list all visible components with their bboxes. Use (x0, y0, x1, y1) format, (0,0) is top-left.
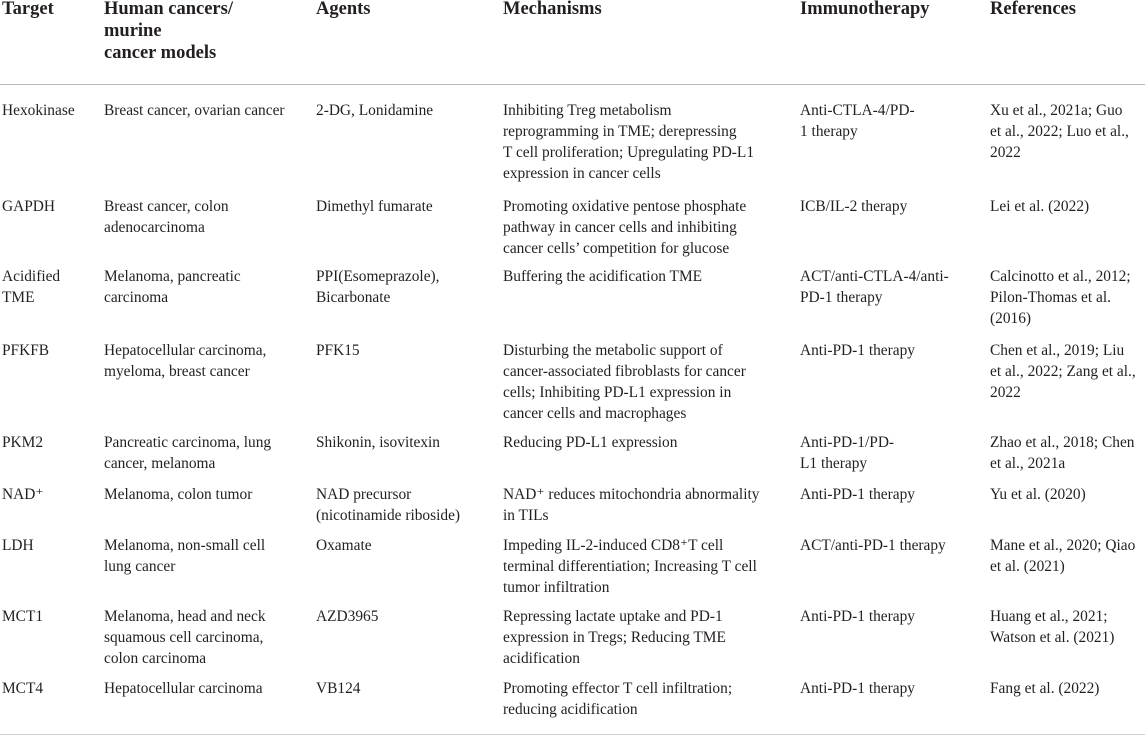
cell-immunotherapy (800, 606, 915, 627)
cell-mechanisms (503, 606, 726, 669)
cell-line: GAPDH (2, 198, 56, 215)
cell-immunotherapy (800, 484, 915, 505)
cell-target (2, 432, 43, 453)
cell-line: 2-DG, Lonidamine (316, 102, 434, 119)
cell-mechanisms (503, 432, 677, 453)
cell-mechanisms (503, 100, 754, 184)
cell-line: Oxamate (316, 537, 372, 554)
cell-line: cancer-associated fibroblasts for cancer (503, 363, 746, 380)
cell-line: colon carcinoma (104, 650, 207, 667)
cell-line: Inhibiting Treg metabolism (503, 102, 672, 119)
cell-line: reducing acidification (503, 701, 638, 718)
cell-mechanisms (503, 196, 746, 259)
cell-line: 1 therapy (800, 123, 858, 140)
cell-line: lung cancer (104, 558, 176, 575)
cell-immunotherapy (800, 535, 946, 556)
cell-references (990, 100, 1129, 163)
cell-line: ACT/anti-CTLA-4/anti- (800, 268, 949, 285)
cell-line: cells; Inhibiting PD-L1 expression in (503, 384, 732, 401)
cell-immunotherapy (800, 678, 915, 699)
cell-target (2, 606, 43, 627)
cell-references (990, 266, 1131, 329)
cell-cancers (104, 196, 229, 238)
cell-line: reprogramming in TME; derepressing (503, 123, 737, 140)
cell-line: NAD precursor (316, 486, 412, 503)
cell-line: Lei et al. (2022) (990, 198, 1090, 215)
cell-references (990, 432, 1134, 474)
cell-line: Anti-PD-1 therapy (800, 608, 915, 625)
cell-agents (316, 196, 433, 217)
cell-line: Melanoma, colon tumor (104, 486, 253, 503)
cell-line: pathway in cancer cells and inhibiting (503, 219, 737, 236)
cell-line: expression in Tregs; Reducing TME (503, 629, 726, 646)
cell-line: Shikonin, isovitexin (316, 434, 440, 451)
cell-line: cancer, melanoma (104, 455, 216, 472)
cell-line: Anti-PD-1/PD- (800, 434, 895, 451)
cell-line: cancer cells and macrophages (503, 405, 687, 422)
cell-target (2, 484, 43, 505)
cell-line: Chen et al., 2019; Liu (990, 342, 1125, 359)
cell-line: ACT/anti-PD-1 therapy (800, 537, 946, 554)
cell-line: Hepatocellular carcinoma (104, 680, 263, 697)
cell-target (2, 535, 34, 556)
cell-line: ICB/IL-2 therapy (800, 198, 908, 215)
cell-line: tumor infiltration (503, 579, 610, 596)
cell-line: Huang et al., 2021; (990, 608, 1108, 625)
cell-cancers (104, 535, 265, 577)
cell-line: terminal differentiation; Increasing T cell (503, 558, 757, 575)
cell-line: Hepatocellular carcinoma, (104, 342, 267, 359)
cell-immunotherapy (800, 266, 949, 308)
cell-agents (316, 340, 360, 361)
cell-line: (nicotinamide riboside) (316, 507, 461, 524)
cell-line: cancer cells’ competition for glucose (503, 240, 730, 257)
cell-line: Bicarbonate (316, 289, 391, 306)
cell-line: AZD3965 (316, 608, 379, 625)
cell-references (990, 340, 1136, 403)
cell-line: PFK15 (316, 342, 360, 359)
cell-agents (316, 266, 440, 308)
cell-line: Anti-PD-1 therapy (800, 680, 915, 697)
cell-immunotherapy (800, 340, 915, 361)
cell-references (990, 535, 1135, 577)
header-mechanisms: Mechanisms (503, 0, 602, 19)
cell-target (2, 100, 75, 121)
cell-mechanisms (503, 266, 702, 287)
cell-line: Mane et al., 2020; Qiao (990, 537, 1136, 554)
cell-line: Reducing PD-L1 expression (503, 434, 678, 451)
cell-line: NAD⁺ reduces mitochondria abnormality (503, 486, 760, 503)
cell-line: acidification (503, 650, 580, 667)
cell-line: Pancreatic carcinoma, lung (104, 434, 272, 451)
cell-line: expression in cancer cells (503, 165, 661, 182)
cell-cancers (104, 678, 263, 699)
cell-line: PPI(Esomeprazole), (316, 268, 440, 285)
cell-agents (316, 678, 360, 699)
cell-line: T cell proliferation; Upregulating PD-L1 (503, 144, 755, 161)
cell-line: Melanoma, head and neck (104, 608, 266, 625)
cell-line: et al., 2022; Zang et al., (990, 363, 1136, 380)
cell-line: Fang et al. (2022) (990, 680, 1100, 697)
bottom-rule (0, 734, 1145, 735)
cell-line: PFKFB (2, 342, 50, 359)
cell-line: PD-1 therapy (800, 289, 883, 306)
cell-line: squamous cell carcinoma, (104, 629, 264, 646)
cell-line: LDH (2, 537, 34, 554)
cell-cancers (104, 484, 252, 505)
cell-references (990, 606, 1114, 648)
cell-line: Anti-PD-1 therapy (800, 342, 915, 359)
cell-line: Melanoma, pancreatic (104, 268, 241, 285)
cell-immunotherapy (800, 100, 915, 142)
cell-agents (316, 100, 433, 121)
cell-target (2, 678, 43, 699)
cell-cancers (104, 266, 241, 308)
cell-target (2, 340, 49, 361)
cell-line: Breast cancer, ovarian cancer (104, 102, 285, 119)
cell-line: MCT1 (2, 608, 44, 625)
cell-line: PKM2 (2, 434, 44, 451)
header-cancers: Human cancers/ murine cancer models (104, 0, 233, 63)
cell-cancers (104, 432, 271, 474)
cell-line: NAD⁺ (2, 486, 44, 503)
cell-line: Hexokinase (2, 102, 75, 119)
cell-line: VB124 (316, 680, 361, 697)
table-header (0, 0, 1145, 85)
cell-line: et al., 2021a (990, 455, 1066, 472)
cell-agents (316, 432, 440, 453)
cell-references (990, 484, 1086, 505)
cell-target (2, 266, 60, 308)
cell-target (2, 196, 55, 217)
cell-mechanisms (503, 340, 746, 424)
header-immunotherapy: Immunotherapy (800, 0, 930, 19)
cell-line: adenocarcinoma (104, 219, 205, 236)
cell-immunotherapy (800, 196, 907, 217)
cell-line: Dimethyl fumarate (316, 198, 433, 215)
cell-line: Promoting oxidative pentose phosphate (503, 198, 747, 215)
cell-mechanisms (503, 678, 732, 720)
cell-line: et al., 2022; Luo et al., (990, 123, 1129, 140)
cell-line: Watson et al. (2021) (990, 629, 1115, 646)
cell-line: myeloma, breast cancer (104, 363, 250, 380)
header-references: References (990, 0, 1076, 19)
cell-references (990, 678, 1099, 699)
cell-cancers (104, 606, 266, 669)
cell-mechanisms (503, 535, 757, 598)
cell-line: 2022 (990, 384, 1021, 401)
cell-line: Pilon-Thomas et al. (990, 289, 1111, 306)
cell-line: L1 therapy (800, 455, 868, 472)
cell-line: TME (2, 289, 35, 306)
cell-line: in TILs (503, 507, 549, 524)
cell-references (990, 196, 1089, 217)
cell-line: Acidified (2, 268, 61, 285)
cell-immunotherapy (800, 432, 894, 474)
cell-line: Xu et al., 2021a; Guo (990, 102, 1123, 119)
cell-agents (316, 606, 378, 627)
cell-line: Anti-PD-1 therapy (800, 486, 915, 503)
header-agents: Agents (316, 0, 371, 19)
cell-line: Repressing lactate uptake and PD-1 (503, 608, 723, 625)
cell-line: Promoting effector T cell infiltration; (503, 680, 733, 697)
cell-line: MCT4 (2, 680, 44, 697)
cell-line: Breast cancer, colon (104, 198, 229, 215)
header-target: Target (2, 0, 54, 19)
cell-line: Anti-CTLA-4/PD- (800, 102, 915, 119)
cell-cancers (104, 100, 285, 121)
cell-line: Calcinotto et al., 2012; (990, 268, 1131, 285)
cell-agents (316, 535, 372, 556)
cell-line: Disturbing the metabolic support of (503, 342, 723, 359)
cell-line: Yu et al. (2020) (990, 486, 1086, 503)
cell-line: Melanoma, non-small cell (104, 537, 266, 554)
cell-agents (316, 484, 460, 526)
cell-line: et al. (2021) (990, 558, 1065, 575)
cell-line: Zhao et al., 2018; Chen (990, 434, 1135, 451)
cell-mechanisms (503, 484, 759, 526)
cell-cancers (104, 340, 266, 382)
cell-line: Impeding IL-2-induced CD8⁺T cell (503, 537, 724, 554)
cell-line: (2016) (990, 310, 1032, 327)
cell-line: Buffering the acidification TME (503, 268, 703, 285)
cell-line: carcinoma (104, 289, 169, 306)
cell-line: 2022 (990, 144, 1021, 161)
